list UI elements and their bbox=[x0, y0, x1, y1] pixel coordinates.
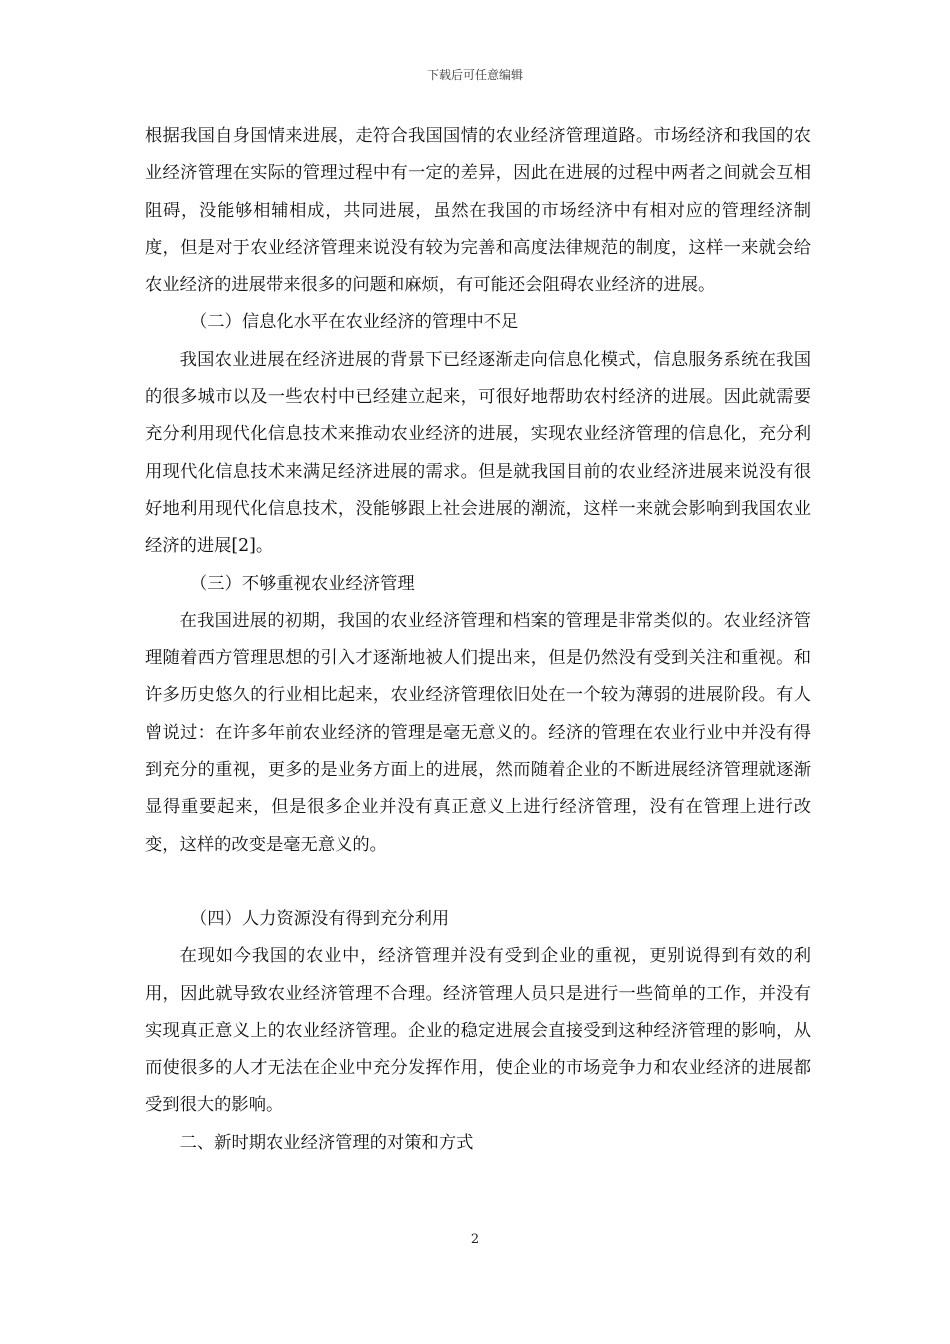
chapter-heading-2: 二、新时期农业经济管理的对策和方式 bbox=[179, 1132, 474, 1153]
section-heading-3: （三）不够重视农业经济管理 bbox=[189, 573, 415, 594]
paragraph-informatization: 我国农业进展在经济进展的背景下已经逐渐走向信息化模式，信息服务系统在我国的很多城市以及一些农村中已经建立起来，可很好地帮助农村经济的进展。因此就需要充分利用现代化信息技术来推动农业经济的进展，实现农业经济管理的信息化，充分利用现代化信息技术来满足经济进展的需求。但是就我国目前的农业经济进展来说没有很好地利用现代化信息技术，没能够跟上社会进展的潮流，这样一来就会影响到我国农业经济的进展[2]。 bbox=[145, 349, 811, 557]
section-heading-4: （四）人力资源没有得到充分利用 bbox=[189, 908, 450, 929]
page-number: 2 bbox=[470, 1232, 480, 1247]
document-body bbox=[145, 118, 811, 1162]
section-heading-2: （二）信息化水平在农业经济的管理中不足 bbox=[189, 312, 519, 333]
page-header: 下载后可任意编辑 bbox=[426, 68, 523, 82]
blank-line bbox=[145, 864, 811, 901]
paragraph-continuation: 根据我国自身国情来进展，走符合我国国情的农业经济管理道路。市场经济和我国的农业经济管理在实际的管理过程中有一定的差异，因此在进展的过程中两者之间就会互相阻碍，没能够相辅相成，共同进展，虽然在我国的市场经济中有相对应的管理经济制度，但是对于农业经济管理来说没有较为完善和高度法律规范的制度，这样一来就会给农业经济的进展带来很多的问题和麻烦，有可能还会阻碍农业经济的进展。 bbox=[145, 126, 811, 296]
paragraph-human-resources: 在现如今我国的农业中，经济管理并没有受到企业的重视，更别说得到有效的利用，因此就导致农业经济管理不合理。经济管理人员只是进行一些简单的工作，并没有实现真正意义上的农业经济管理。企业的稳定进展会直接受到这种经济管理的影响，从而使很多的人才无法在企业中充分发挥作用，使企业的市场竞争力和农业经济的进展都受到很大的影响。 bbox=[145, 946, 811, 1116]
paragraph-management-neglect: 在我国进展的初期，我国的农业经济管理和档案的管理是非常类似的。农业经济管理随着西方管理思想的引入才逐渐地被人们提出来，但是仍然没有受到关注和重视。和许多历史悠久的行业相比起来，农业经济管理依旧处在一个较为薄弱的进展阶段。有人曾说过：在许多年前农业经济的管理是毫无意义的。经济的管理在农业行业中并没有得到充分的重视，更多的是业务方面上的进展，然而随着企业的不断进展经济管理就逐渐显得重要起来，但是很多企业并没有真正意义上进行经济管理，没有在管理上进行改变，这样的改变是毫无意义的。 bbox=[145, 610, 811, 855]
